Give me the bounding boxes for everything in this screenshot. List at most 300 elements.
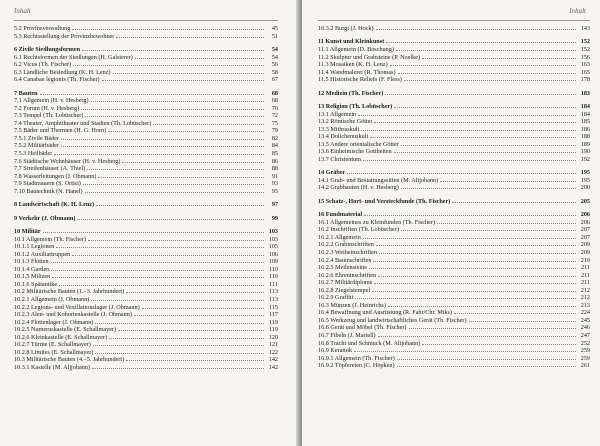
- toc-page-number: 261: [580, 362, 590, 370]
- toc-entry-title: 7.5.3 Heilbäder: [14, 149, 53, 157]
- toc-entry: [318, 54, 590, 62]
- dot-leader: [51, 270, 264, 271]
- dot-leader: [422, 58, 576, 59]
- toc-entry: [318, 249, 590, 257]
- toc-page-number: 121: [268, 341, 278, 349]
- toc-entry-title: 10.2.1 Allgemein (J. Obmann): [14, 295, 90, 303]
- toc-entry: [14, 251, 278, 259]
- dot-leader: [72, 255, 264, 256]
- toc-page-number: 184: [580, 110, 590, 118]
- toc-entry: [318, 69, 590, 77]
- toc-entry-title: 7.5.1 Zivile Bäder: [14, 134, 60, 142]
- toc-entry: [14, 188, 278, 196]
- toc-page-number: 212: [580, 294, 590, 302]
- dot-leader: [126, 292, 264, 293]
- toc-entry-title: 16.6 Gerät und Möbel (Th. Fischer): [318, 324, 407, 332]
- toc-entry: [14, 158, 278, 166]
- toc-page-number: 110: [268, 273, 278, 281]
- toc-entry: [14, 120, 278, 128]
- toc-page-number: 188: [580, 133, 590, 141]
- toc-entry-title: 5.3 Rechtsstellung der Provinzbewohner: [14, 32, 115, 40]
- toc-page-number: 113: [268, 288, 278, 296]
- dot-leader: [388, 306, 576, 307]
- toc-entry: [14, 173, 278, 181]
- toc-entry: [318, 241, 590, 249]
- toc-entry-title: 13.6 Einheimische Gottheiten: [318, 148, 392, 156]
- dot-leader: [116, 37, 264, 38]
- toc-entry: [14, 311, 278, 319]
- dot-leader: [401, 230, 576, 231]
- dot-leader: [397, 359, 576, 360]
- toc-page-number: 195: [580, 176, 590, 184]
- toc-entry-title: 11.1 Allgemein (D. Boschung): [318, 45, 394, 53]
- toc-page-number: 117: [268, 311, 278, 319]
- toc-entry: [14, 180, 278, 188]
- toc-page-number: 113: [268, 295, 278, 303]
- toc-entry-title: 7.7 Streifenhäuser (A. Thiel): [14, 165, 86, 173]
- toc-entry-title: 14.2 Grabbauten (H. v. Hesberg): [318, 184, 399, 192]
- toc-entry: [318, 226, 590, 234]
- toc-page-number: 192: [580, 155, 590, 163]
- toc-page-number: 207: [580, 233, 590, 241]
- dot-leader: [91, 101, 264, 102]
- toc-page-number: 207: [580, 226, 590, 234]
- toc-entry-title: 13.3 Mithraskult: [318, 125, 360, 133]
- toc-entry: [14, 97, 278, 105]
- toc-entry: [14, 127, 278, 135]
- toc-entry: [14, 349, 278, 357]
- dot-leader: [379, 253, 576, 254]
- dot-leader: [118, 330, 264, 331]
- dot-leader: [347, 173, 576, 174]
- toc-entry: [318, 324, 590, 332]
- toc-entry: [318, 264, 590, 272]
- dot-leader: [122, 162, 264, 163]
- toc-entry-title: 10.3.2 Burgi (J. Hock): [318, 25, 374, 32]
- toc-page-number: 85: [271, 149, 278, 157]
- toc-entry: [14, 364, 278, 372]
- toc-page-number: 259: [580, 354, 590, 362]
- toc-page-number: 152: [580, 38, 590, 46]
- toc-entry-title: 16.2.3 Weiheinschriften: [318, 249, 378, 257]
- toc-entry: [318, 111, 590, 119]
- toc-entry-title: 11.2 Skulptur und Grabsteine (P. Noelke): [318, 53, 421, 61]
- toc-entry: [318, 126, 590, 134]
- toc-entry-title: 7 Bauten: [14, 89, 38, 97]
- toc-page-number: 91: [271, 172, 278, 180]
- toc-entry-title: 7.9 Stadtmauern (S. Ortisi): [14, 180, 81, 188]
- toc-page-number: 190: [580, 148, 590, 156]
- dot-leader: [363, 238, 576, 239]
- toc-entry: [318, 309, 590, 317]
- toc-entry-title: 7.5 Bäder und Thermen (H. G. Horn): [14, 127, 107, 135]
- toc-page-number: 246: [580, 324, 590, 332]
- toc-page-number: 211: [580, 271, 590, 279]
- toc-entry: [14, 341, 278, 349]
- toc-entry-title: 10.2 Militärische Bauten (1.–3. Jahrhundert): [14, 288, 125, 296]
- toc-entry: [14, 288, 278, 296]
- running-head: Inhalt: [14, 0, 278, 21]
- dot-leader: [394, 152, 576, 153]
- toc-entry-title: 10.2.4 Flottenlager (J. Obmann): [14, 318, 94, 326]
- toc-entry-title: 13.4 Dolichenuskult: [318, 133, 369, 141]
- toc-entry-title: 6 Zivile Siedlungsformen: [14, 45, 81, 53]
- toc-entry: [318, 347, 590, 355]
- toc-entry: [318, 156, 590, 164]
- toc-page-number: 178: [580, 76, 590, 84]
- toc-entry: [318, 340, 590, 348]
- dot-leader: [59, 285, 264, 286]
- toc-page-number: 88: [271, 165, 278, 173]
- dot-leader: [102, 80, 264, 81]
- toc-entry: [318, 133, 590, 141]
- toc-entry-title: 16.9.1 Allgemein (Th. Fischer): [318, 354, 395, 362]
- toc-entry-title: 13.2 Römische Götter: [318, 118, 373, 126]
- dot-leader: [92, 368, 264, 369]
- toc-entry: [14, 105, 278, 113]
- dot-leader: [361, 130, 576, 131]
- toc-entry-title: 16 Fundmaterial: [318, 211, 363, 219]
- toc-page-number: 211: [580, 279, 590, 287]
- toc-entry-title: 16.2.2 Grabinschriften: [318, 241, 374, 249]
- toc-entry-title: 7.3 Tempel (Th. Lobüscher): [14, 112, 84, 120]
- toc-page-number: 252: [580, 339, 590, 347]
- toc-entry: [318, 219, 590, 227]
- dot-leader: [369, 268, 576, 269]
- toc-entry-title: 6.2 Vicus (Th. Fischer): [14, 61, 72, 69]
- toc-list: [14, 25, 278, 371]
- toc-page-number: 205: [580, 197, 590, 205]
- dot-leader: [364, 215, 576, 216]
- toc-entry-title: 9 Verkehr (J. Obmann): [14, 214, 76, 222]
- dot-leader: [81, 109, 264, 110]
- toc-page-number: 119: [268, 318, 278, 326]
- toc-entry-title: 7.8 Wasserleitungen (J. Obmann): [14, 172, 97, 180]
- toc-page-number: 184: [580, 103, 590, 111]
- toc-page-number: 115: [268, 303, 278, 311]
- dot-leader: [409, 328, 577, 329]
- toc-entry-title: 10.2.6 Kleinkastelle (E. Schallmayer): [14, 333, 108, 341]
- dot-leader: [469, 321, 576, 322]
- toc-entry: [318, 362, 590, 370]
- toc-entry: [14, 281, 278, 289]
- toc-page-number: 209: [580, 249, 590, 257]
- toc-entry: [14, 258, 278, 266]
- toc-page-number: 110: [268, 265, 278, 273]
- toc-entry: [14, 135, 278, 143]
- toc-entry: [14, 273, 278, 281]
- toc-entry: [14, 61, 278, 69]
- dot-leader: [61, 139, 264, 140]
- toc-entry-title: 16.8 Tracht und Schmuck (M. Altjohann): [318, 339, 421, 347]
- toc-entry: [14, 142, 278, 150]
- toc-page-number: 185: [580, 118, 590, 126]
- toc-entry-title: 8 Landwirtschaft (K. H. Lenz): [14, 201, 95, 209]
- toc-entry-title: 10.1.3 Flotten: [14, 258, 49, 266]
- toc-chapter-heading: [14, 46, 278, 54]
- toc-entry: [318, 184, 590, 192]
- dot-leader: [437, 223, 576, 224]
- toc-entry: [318, 118, 590, 126]
- toc-page-number: 156: [580, 53, 590, 61]
- toc-entry-title: 10.1.4 Garden: [14, 265, 50, 273]
- toc-entry: [14, 266, 278, 274]
- toc-page-number: 95: [271, 187, 278, 195]
- toc-page-number: 97: [271, 201, 278, 209]
- toc-entry-title: 10 Militär: [14, 228, 41, 236]
- dot-leader: [95, 323, 264, 324]
- dot-leader: [142, 308, 264, 309]
- toc-entry-title: 10.1.6 Spätantike: [14, 280, 58, 288]
- toc-entry: [318, 302, 590, 310]
- toc-entry: [14, 243, 278, 251]
- toc-entry-title: 6.1 Rechtsformen der Siedlungen (H. Galsterer): [14, 53, 133, 61]
- dot-leader: [88, 240, 264, 241]
- dot-leader: [386, 42, 576, 43]
- toc-entry: [14, 76, 278, 84]
- toc-page-number: 213: [580, 301, 590, 309]
- toc-entry-title: 10.1.5 Milizen: [14, 273, 51, 281]
- toc-page-number: 84: [271, 142, 278, 150]
- toc-page-number: 75: [271, 119, 278, 127]
- dot-leader: [378, 336, 576, 337]
- dot-leader: [61, 146, 264, 147]
- toc-entry-title: 7.10 Bautechnik (N. Hanel): [14, 187, 83, 195]
- toc-page-number: 109: [268, 258, 278, 266]
- dot-leader: [363, 160, 576, 161]
- toc-page-number: 259: [580, 347, 590, 355]
- toc-page-number: 45: [271, 25, 278, 32]
- toc-page-number: 122: [268, 348, 278, 356]
- toc-page-number: 82: [271, 134, 278, 142]
- dot-leader: [374, 283, 576, 284]
- toc-entry-title: 10.1 Allgemein (Th. Fischer): [14, 235, 87, 243]
- dot-leader: [376, 245, 576, 246]
- toc-entry: [318, 317, 590, 325]
- toc-entry: [318, 61, 590, 69]
- toc-page-number: 209: [580, 241, 590, 249]
- toc-page-number: 70: [271, 104, 278, 112]
- toc-entry-title: 7.2 Forum (H. v. Hesberg): [14, 104, 80, 112]
- toc-page-number: 99: [271, 214, 278, 222]
- toc-entry-title: 7.6 Städtische Wohnhäuser (H. v. Hesberg): [14, 157, 121, 165]
- dot-leader: [440, 181, 576, 182]
- toc-page-number: 103: [268, 228, 278, 236]
- toc-entry: [14, 112, 278, 120]
- toc-page-number: 54: [271, 45, 278, 53]
- dot-leader: [370, 137, 576, 138]
- toc-entry: [14, 150, 278, 158]
- dot-leader: [397, 366, 576, 367]
- toc-page-number: 186: [580, 125, 590, 133]
- toc-entry-title: 5.2 Provinzverwaltung: [14, 25, 71, 32]
- dot-leader: [52, 277, 264, 278]
- toc-entry: [318, 148, 590, 156]
- toc-entry: [14, 296, 278, 304]
- dot-leader: [54, 154, 264, 155]
- dot-leader: [85, 116, 264, 117]
- toc-entry-title: 10.3 Militärische Bauten (4.–5. Jahrhundert): [14, 356, 125, 364]
- dot-leader: [83, 184, 264, 185]
- toc-page-number: 212: [580, 286, 590, 294]
- toc-chapter-heading: [318, 103, 590, 111]
- dot-leader: [109, 338, 264, 339]
- dot-leader: [396, 50, 576, 51]
- toc-entry: [318, 279, 590, 287]
- toc-entry-title: 14.1 Grab- und Bestattungssitten (M. Altjohann): [318, 176, 439, 184]
- toc-entry-title: 10.3.1 Kastelle (M. Aljjohann): [14, 363, 90, 371]
- toc-entry-title: 7.1 Allgemein (H. v. Hesberg): [14, 97, 89, 105]
- toc-entry-title: 10.1.2 Auxiliartruppen: [14, 250, 71, 258]
- dot-leader: [51, 262, 264, 263]
- toc-page-number: 200: [580, 184, 590, 192]
- toc-entry-title: 6.4 Canabae legionis (Th. Fischer): [14, 76, 100, 84]
- toc-entry: [14, 33, 278, 41]
- toc-page-number: 142: [268, 363, 278, 371]
- toc-page-number: 165: [580, 68, 590, 76]
- toc-page-number: 143: [580, 25, 590, 32]
- toc-entry-title: 16.9 Keramik: [318, 347, 353, 355]
- toc-entry-title: 16.2.8 Ziegelstempel: [318, 286, 371, 294]
- toc-entry: [14, 25, 278, 33]
- dot-leader: [153, 124, 264, 125]
- toc-entry: [318, 234, 590, 242]
- dot-leader: [394, 107, 576, 108]
- toc-entry: [318, 294, 590, 302]
- toc-entry-title: 16.2.4 Bauinschriften: [318, 256, 372, 264]
- toc-entry: [318, 76, 590, 84]
- toc-page-number: 86: [271, 157, 278, 165]
- dot-leader: [43, 232, 264, 233]
- toc-page-number: 210: [580, 256, 590, 264]
- running-head: Inhalt: [318, 0, 590, 21]
- dot-leader: [373, 261, 576, 262]
- toc-entry-title: 16.9.2 Töpfereien (C. Höpken): [318, 362, 395, 370]
- toc-chapter-heading: [318, 90, 590, 98]
- dot-leader: [374, 122, 576, 123]
- dot-leader: [93, 345, 264, 346]
- toc-chapter-heading: [14, 90, 278, 98]
- dot-leader: [378, 276, 576, 277]
- dot-leader: [126, 360, 264, 361]
- toc-page-number: 245: [580, 316, 590, 324]
- toc-page-number: 206: [580, 218, 590, 226]
- toc-page-number: 247: [580, 332, 590, 340]
- toc-page-number: 120: [268, 333, 278, 341]
- toc-entry-title: 12 Medizin (Th. Fischer): [318, 89, 384, 97]
- toc-entry-title: 13.5 Andere orientalische Götter: [318, 140, 399, 148]
- toc-entry-title: 16.5 Werkzeug und landwirtschaftliches Gerät (Th. Fischer): [318, 316, 467, 324]
- toc-entry-title: 10.2.5 Numeruskastelle (E. Schallmayer): [14, 326, 117, 334]
- dot-leader: [358, 115, 576, 116]
- toc-page-number: 183: [580, 89, 590, 97]
- toc-page-number: 58: [271, 68, 278, 76]
- dot-leader: [404, 80, 576, 81]
- toc-entry-title: 16.2.1 Allgemein: [318, 233, 361, 241]
- toc-entry-title: 7.5.2 Militärbäder: [14, 142, 59, 150]
- toc-page-number: 106: [268, 250, 278, 258]
- dot-leader: [113, 73, 264, 74]
- toc-entry-title: 13.1 Allgemein: [318, 110, 357, 118]
- toc-entry-title: 15 Schatz-, Hort- und Versteckfunde (Th. Fischer): [318, 197, 451, 205]
- toc-entry-title: 11.4 Wandmalerei (R. Thomas): [318, 68, 396, 76]
- toc-entry-title: 10.2.2 Legions- und Vexillationslager (J. Obmann): [14, 303, 140, 311]
- dot-leader: [422, 344, 576, 345]
- toc-chapter-heading: [318, 38, 590, 46]
- toc-chapter-heading: [318, 198, 590, 206]
- dot-leader: [398, 73, 576, 74]
- toc-page-number: 111: [269, 280, 278, 288]
- dot-leader: [452, 202, 576, 203]
- toc-entry-title: 10.2.7 Türme (E. Schallmayer): [14, 341, 91, 349]
- dot-leader: [355, 298, 576, 299]
- toc-entry-title: 10.2.8 Limites (E. Schallmayer): [14, 348, 94, 356]
- toc-page-number: 93: [271, 180, 278, 188]
- dot-leader: [40, 94, 264, 95]
- toc-entry-title: 16.2.9 Graffiti: [318, 294, 354, 302]
- toc-page-number: 195: [580, 169, 590, 177]
- dot-leader: [390, 65, 576, 66]
- toc-entry: [318, 257, 590, 265]
- toc-entry-title: 6.3 Ländliche Besiedlung (K. H. Lenz): [14, 68, 111, 76]
- toc-page-number: 105: [268, 243, 278, 251]
- dot-leader: [135, 58, 264, 59]
- dot-leader: [372, 291, 576, 292]
- dot-leader: [401, 145, 576, 146]
- toc-entry: [14, 319, 278, 327]
- dot-leader: [376, 29, 576, 30]
- dot-leader: [98, 177, 264, 178]
- toc-chapter-heading: [14, 228, 278, 236]
- toc-entry: [14, 326, 278, 334]
- toc-entry-title: 11 Kunst und Kleinkunst: [318, 38, 385, 46]
- dot-leader: [401, 188, 576, 189]
- toc-chapter-heading: [14, 215, 278, 223]
- toc-entry: [14, 54, 278, 62]
- toc-entry-title: 10.2.3 Alen- und Kohortenkastelle (J. Obmann): [14, 311, 132, 319]
- toc-chapter-heading: [14, 201, 278, 209]
- toc-entry-title: 14 Gräber: [318, 169, 346, 177]
- toc-page-number: 68: [271, 89, 278, 97]
- toc-page-number: 189: [580, 140, 590, 148]
- toc-page-number: 224: [580, 309, 590, 317]
- dot-leader: [56, 247, 264, 248]
- toc-entry-title: 16.2.6 Ehreninschriften: [318, 271, 377, 279]
- toc-entry-title: 16.7 Fibeln (J. Martell): [318, 332, 376, 340]
- toc-page-number: 72: [271, 112, 278, 120]
- toc-page-number: 51: [271, 32, 278, 40]
- toc-page-number: 206: [580, 211, 590, 219]
- toc-page-number: 79: [271, 127, 278, 135]
- toc-entry-title: 16.4 Bewaffnung und Ausrüstung (R. Fahr/Chr. Miks): [318, 309, 453, 317]
- toc-page-number: 119: [268, 326, 278, 334]
- toc-entry: [318, 25, 590, 33]
- toc-entry: [14, 236, 278, 244]
- toc-entry: [318, 355, 590, 363]
- toc-entry-title: 7.4 Theater, Amphitheater und Stadien (Th. Lobüscher): [14, 119, 152, 127]
- toc-page-number: 211: [580, 264, 590, 272]
- toc-page-number: 152: [580, 45, 590, 53]
- toc-entry-title: 16.2.5 Meilensteine: [318, 264, 367, 272]
- toc-entry-title: 16.2 Inschriften (Th. Lobüscher): [318, 226, 399, 234]
- toc-list: [318, 25, 590, 370]
- toc-page-number: 103: [268, 235, 278, 243]
- toc-chapter-heading: [318, 169, 590, 177]
- toc-page-number: 56: [271, 61, 278, 69]
- toc-page-number: 54: [271, 53, 278, 61]
- toc-entry: [318, 177, 590, 185]
- toc-entry-title: 16.1 Allgemeines zu Kleinfunden (Th. Fischer): [318, 218, 436, 226]
